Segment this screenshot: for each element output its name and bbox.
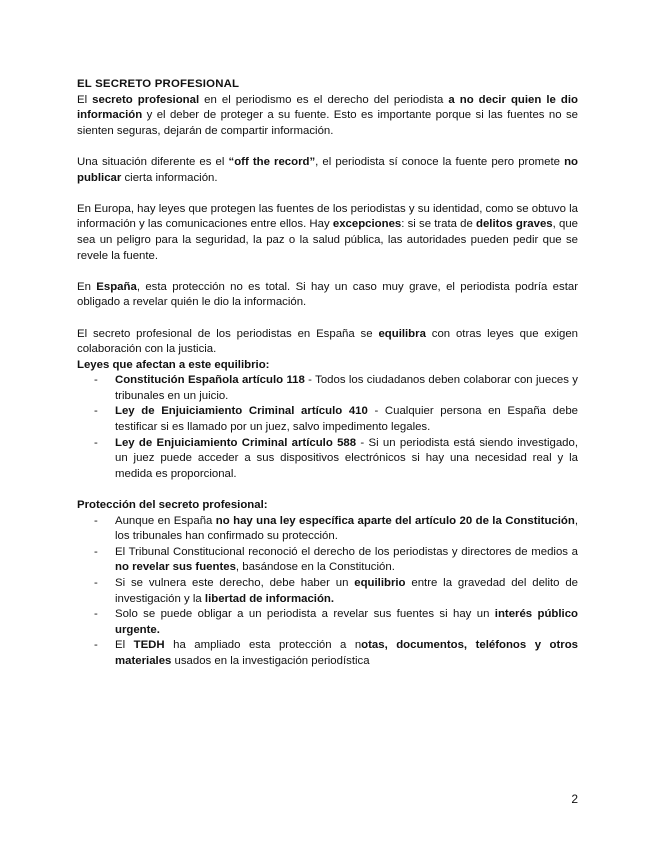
bold-run: Ley de Enjuiciamiento Criminal artículo 588 [115,436,357,449]
bold-run: Constitución Española artículo 118 [115,374,305,387]
paragraph-gap [77,264,578,280]
text-run: , esta protección no es total. Si hay un caso muy grave, el periodista podría estar obligado a revelar quién le dio la información. [77,280,579,309]
list-item [77,514,578,545]
paragraph-gap [77,186,578,202]
bold-run: delitos graves [476,218,553,231]
page-content [77,77,578,670]
text-run: En [77,280,97,293]
list-item [77,436,578,483]
paragraph-gap [77,139,578,155]
bold-run: otas, documentos, teléfonos y otros materiales [115,639,578,667]
bold-run: no publicar [77,155,578,184]
list-item [77,373,578,404]
text-run: , el periodista sí conoce la fuente pero promete [315,155,565,168]
bold-run: TEDH [133,639,165,652]
bold-run: no revelar sus fuentes [115,561,236,574]
text-run: usados en la investigación periodística [171,654,370,667]
paragraph-gap [77,311,578,327]
text-run: En Europa, hay leyes que protegen las fuentes de los periodistas y su identidad, como se obtuvo la información y las comunicaciones entre ellos. Hay [77,202,578,231]
page-number: 2 [571,792,578,806]
text-run: - Cualquier persona en España debe testificar si es llamado por un juez, salvo impedimento legales. [115,405,578,434]
text-run: Si se vulnera este derecho, debe haber un [115,577,355,589]
list-item [77,638,578,669]
laws-list [77,373,578,482]
protection-list [77,514,578,670]
bold-run: España [96,280,137,293]
laws-heading: Leyes que afectan a este equilibrio: [77,358,270,371]
text-run: y el deber de proteger a su fuente. Esto es importante porque si las fuentes no se sienten seguras, dejarán de compartir información. [77,109,578,137]
paragraph-secreto-definition [77,93,578,140]
list-item [77,545,578,576]
bold-run: libertad de información. [204,592,335,605]
text-run: con otras leyes que exigen colaboración con la justicia. [77,327,578,356]
bold-run: Ley de Enjuiciamiento Criminal artículo 410 [115,405,368,418]
text-run: , los tribunales han confirmado su protección. [115,514,578,543]
protection-heading: Protección del secreto profesional: [77,499,268,512]
text-run: cierta información. [121,171,218,184]
text-run: Aunque en España [115,514,216,527]
paragraph-europa [77,202,578,264]
list-item [77,576,578,607]
text-run: , que sea un peligro para la seguridad, la paz o la salud pública, las autoridades pueden pedir que se revele la fuente. [77,218,578,262]
text-run: Una situación diferente es el [77,155,229,168]
bold-run: secreto profesional [92,93,200,106]
text-run: El Tribunal Constitucional reconoció el derecho de los periodistas y directores de medios a [115,545,578,558]
text-run: ha ampliado esta protección a n [164,639,362,652]
bold-run: a no decir quien le dio información [77,93,578,122]
paragraph-equilibrio [77,327,578,358]
text-run: Solo se puede obligar a un periodista a revelar sus fuentes si hay un [115,608,495,621]
text-run: , basándose en la Constitución. [235,561,395,574]
text-run: entre la gravedad del delito de investigación y la [115,577,578,605]
text-run: El secreto profesional de los periodistas en España se [77,327,379,340]
list-item [77,404,578,435]
text-run: - Si un periodista está siendo investigado, un juez puede acceder a sus dispositivos electrónicos si hay una necesidad real y la medida es proporcional. [115,436,578,480]
text-run: en el periodismo es el derecho del periodista [199,93,449,106]
text-run: El [115,639,134,652]
text-run: : si se trata de [401,218,477,231]
paragraph-gap [77,482,578,498]
paragraph-espana [77,280,578,311]
document-title: EL SECRETO PROFESIONAL [77,78,240,90]
bold-run: no hay una ley específica aparte del artículo 20 de la Constitución [215,514,575,527]
text-run: El [77,93,93,106]
bold-run: “off the record” [228,155,316,168]
paragraph-off-the-record [77,155,578,186]
bold-run: equilibrio [354,577,406,589]
text-run: - Todos los ciudadanos deben colaborar con jueces y tribunales en un juicio. [115,374,578,402]
list-item [77,607,578,638]
bold-run: equilibra [378,327,426,340]
bold-run: excepciones [332,218,402,231]
bold-run: interés público urgente. [115,608,579,636]
